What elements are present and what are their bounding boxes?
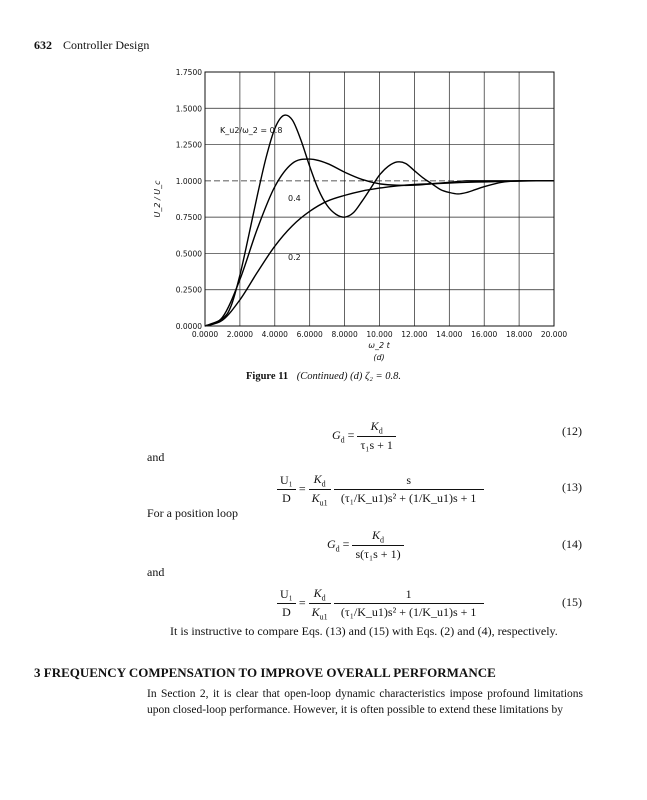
annotation-0.4: 0.4 [288,194,301,203]
x-tick-label: 14.000 [436,330,463,339]
compare-note: It is instructive to compare Eqs. (13) and (15) with Eqs. (2) and (4), respectively. [170,624,558,638]
equation-number-15: (15) [562,595,582,609]
y-tick-label: 1.2500 [175,140,202,150]
and-text-2: and [147,565,165,579]
y-tick-label: 1.0000 [175,176,202,186]
annotation-0.8: K_u2/ω_2 = 0.8 [220,126,283,135]
step-response-chart [150,64,580,374]
running-title: Controller Design [63,38,150,52]
x-tick-label: 16.000 [471,330,498,339]
equation-number-12: (12) [562,424,582,438]
x-tick-label: 2.0000 [226,330,254,339]
x-tick-label: 12.000 [401,330,428,339]
x-tick-label: 6.0000 [296,330,323,339]
x-axis-label: ω_2 t [368,341,390,350]
equation-12: $G_d$ = $\frac{K_d}{\text{τ₁s + 1}}$ [332,419,396,453]
figure-caption-text: (Continued) (d) ζ₂ = 0.8. [296,371,401,382]
section-body: In Section 2, it is clear that open-loop dynamic characteristics impose profound limitations upon closed-loop performance. However, it is often possible to extend these limitations by [147,688,583,716]
equation-14: $G_d$ = $\frac{K_d}{\text{s(τ₁s + 1)}}$ [327,528,404,562]
y-tick-label: 0.5000 [175,249,202,259]
y-tick-label: 0.0000 [175,322,202,331]
equation-13: $\frac{\text{U₁}}{D}$ = $\frac{K_d}{K_{u1}}$ $\frac{s}{\text{(τ₁/K\_u1)s² + (1/K\_u1)s + 1}}$ [277,472,484,508]
figure-label: Figure 11 [246,371,289,382]
section-heading: 3 FREQUENCY COMPENSATION TO IMPROVE OVERALL PERFORMANCE [34,665,496,680]
x-tick-label: 8.0000 [331,330,358,339]
x-tick-label: 0.0000 [191,330,219,339]
annotation-0.2: 0.2 [288,253,301,262]
chart-grid [205,72,554,326]
y-tick-label: 1.7500 [175,68,202,77]
x-tick-label: 20.000 [540,330,568,339]
y-tick-label: 0.2500 [175,285,202,295]
and-text-1: and [147,450,165,464]
equation-15: $\frac{\text{U₁}}{D}$ = $\frac{K_d}{K_{u1}}$ $\frac{1}{\text{(τ₁/K\_u1)s² + (1/K\_u1)s + 1}}$ [277,586,484,622]
x-tick-label: 18.000 [505,330,533,339]
x-tick-labels [192,330,567,339]
y-tick-label: 1.5000 [175,104,202,114]
y-axis-label: U_2 / U_c [153,180,162,218]
figure-caption [0,371,647,382]
running-head [34,38,149,53]
y-tick-labels [176,68,202,331]
position-loop-text: For a position loop [147,506,239,520]
page-number: 632 [34,38,52,52]
x-tick-label: 4.0000 [261,330,288,339]
x-tick-label: 10.000 [366,330,393,339]
equation-number-13: (13) [562,480,582,494]
subplot-label: (d) [373,353,385,362]
equation-number-14: (14) [562,537,582,551]
y-tick-label: 0.7500 [175,213,202,223]
